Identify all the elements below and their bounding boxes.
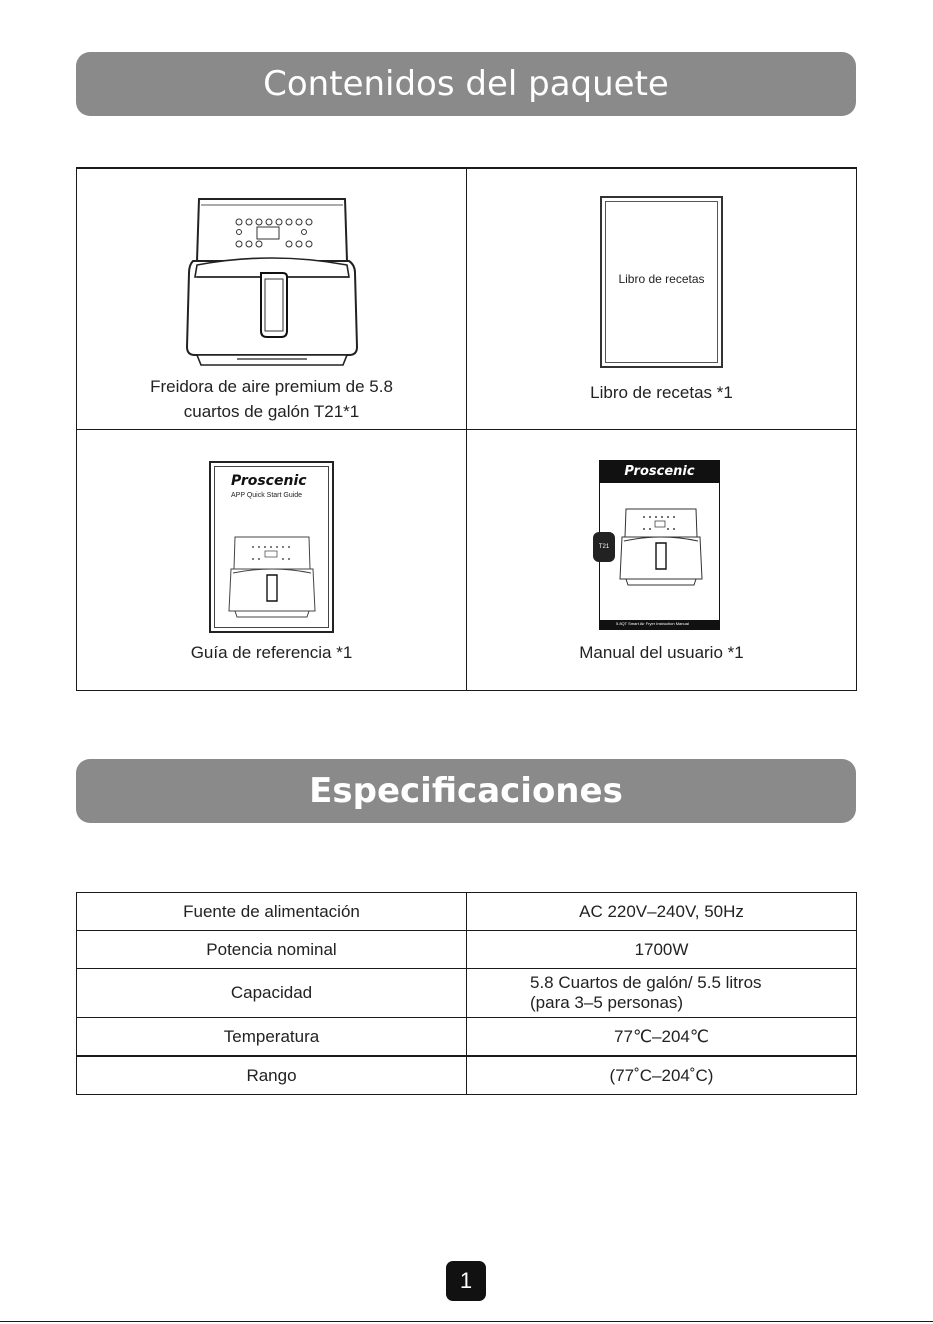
section-title-specs-text: Especificaciones [309, 771, 623, 811]
spec-label: Fuente de alimentación [77, 893, 467, 931]
section-title-package-text: Contenidos del paquete [263, 64, 669, 104]
manual-footer-text: 5.8QT Smart Air Fryer Instruction Manual [616, 621, 689, 626]
section-title-specs [76, 759, 856, 823]
air-fryer-illustration [77, 169, 466, 369]
table-row [77, 931, 857, 969]
package-item-caption: Guía de referencia *1 [190, 643, 353, 662]
user-manual-illustration [599, 460, 720, 630]
brand-logo: Proscenic [231, 473, 307, 489]
package-item-user-manual [467, 430, 856, 691]
quick-guide-illustration [209, 461, 334, 633]
manual-footer-bar [600, 620, 719, 629]
manual-header-bar [600, 461, 719, 483]
spec-label: Rango [77, 1056, 467, 1095]
spec-value-line-2: (para 3–5 personas) [530, 993, 684, 1012]
page-number: 1 [459, 1268, 473, 1293]
package-item-air-fryer [77, 169, 466, 430]
table-row [77, 1056, 857, 1095]
package-item-caption: Manual del usuario *1 [579, 643, 744, 662]
manual-model-tab: T21 [593, 532, 615, 562]
manual-air-fryer-icon [600, 501, 721, 601]
package-item-caption: Libro de recetas *1 [590, 383, 733, 402]
specifications-table [76, 892, 857, 1095]
spec-value-line-1: 5.8 Cuartos de galón/ 5.5 litros [530, 973, 762, 992]
spec-value: 1700W [467, 931, 857, 969]
spec-value: (77˚C–204˚C) [467, 1056, 857, 1095]
package-item-caption [77, 374, 466, 424]
brand-logo: Proscenic [624, 464, 695, 479]
page-number-badge [446, 1261, 486, 1301]
spec-label: Temperatura [77, 1018, 467, 1057]
guide-subtitle: APP Quick Start Guide [231, 492, 303, 499]
book-cover-label: Libro de recetas [618, 272, 705, 286]
table-row [77, 969, 857, 1018]
package-contents-grid [76, 167, 857, 691]
spec-value [467, 969, 857, 1018]
package-item-recipe-book [467, 169, 856, 430]
guide-air-fryer-icon [211, 529, 332, 629]
package-item-quick-guide [77, 430, 466, 691]
recipe-book-illustration [600, 196, 723, 368]
table-row [77, 893, 857, 931]
spec-value: AC 220V–240V, 50Hz [467, 893, 857, 931]
table-row [77, 1018, 857, 1057]
spec-label: Potencia nominal [77, 931, 467, 969]
caption-line-2: cuartos de galón T21*1 [183, 402, 360, 421]
spec-label: Capacidad [77, 969, 467, 1018]
spec-value: 77℃–204℃ [467, 1018, 857, 1057]
footer-rule [0, 1321, 933, 1322]
caption-line-1: Freidora de aire premium de 5.8 [150, 377, 393, 396]
section-title-package [76, 52, 856, 116]
